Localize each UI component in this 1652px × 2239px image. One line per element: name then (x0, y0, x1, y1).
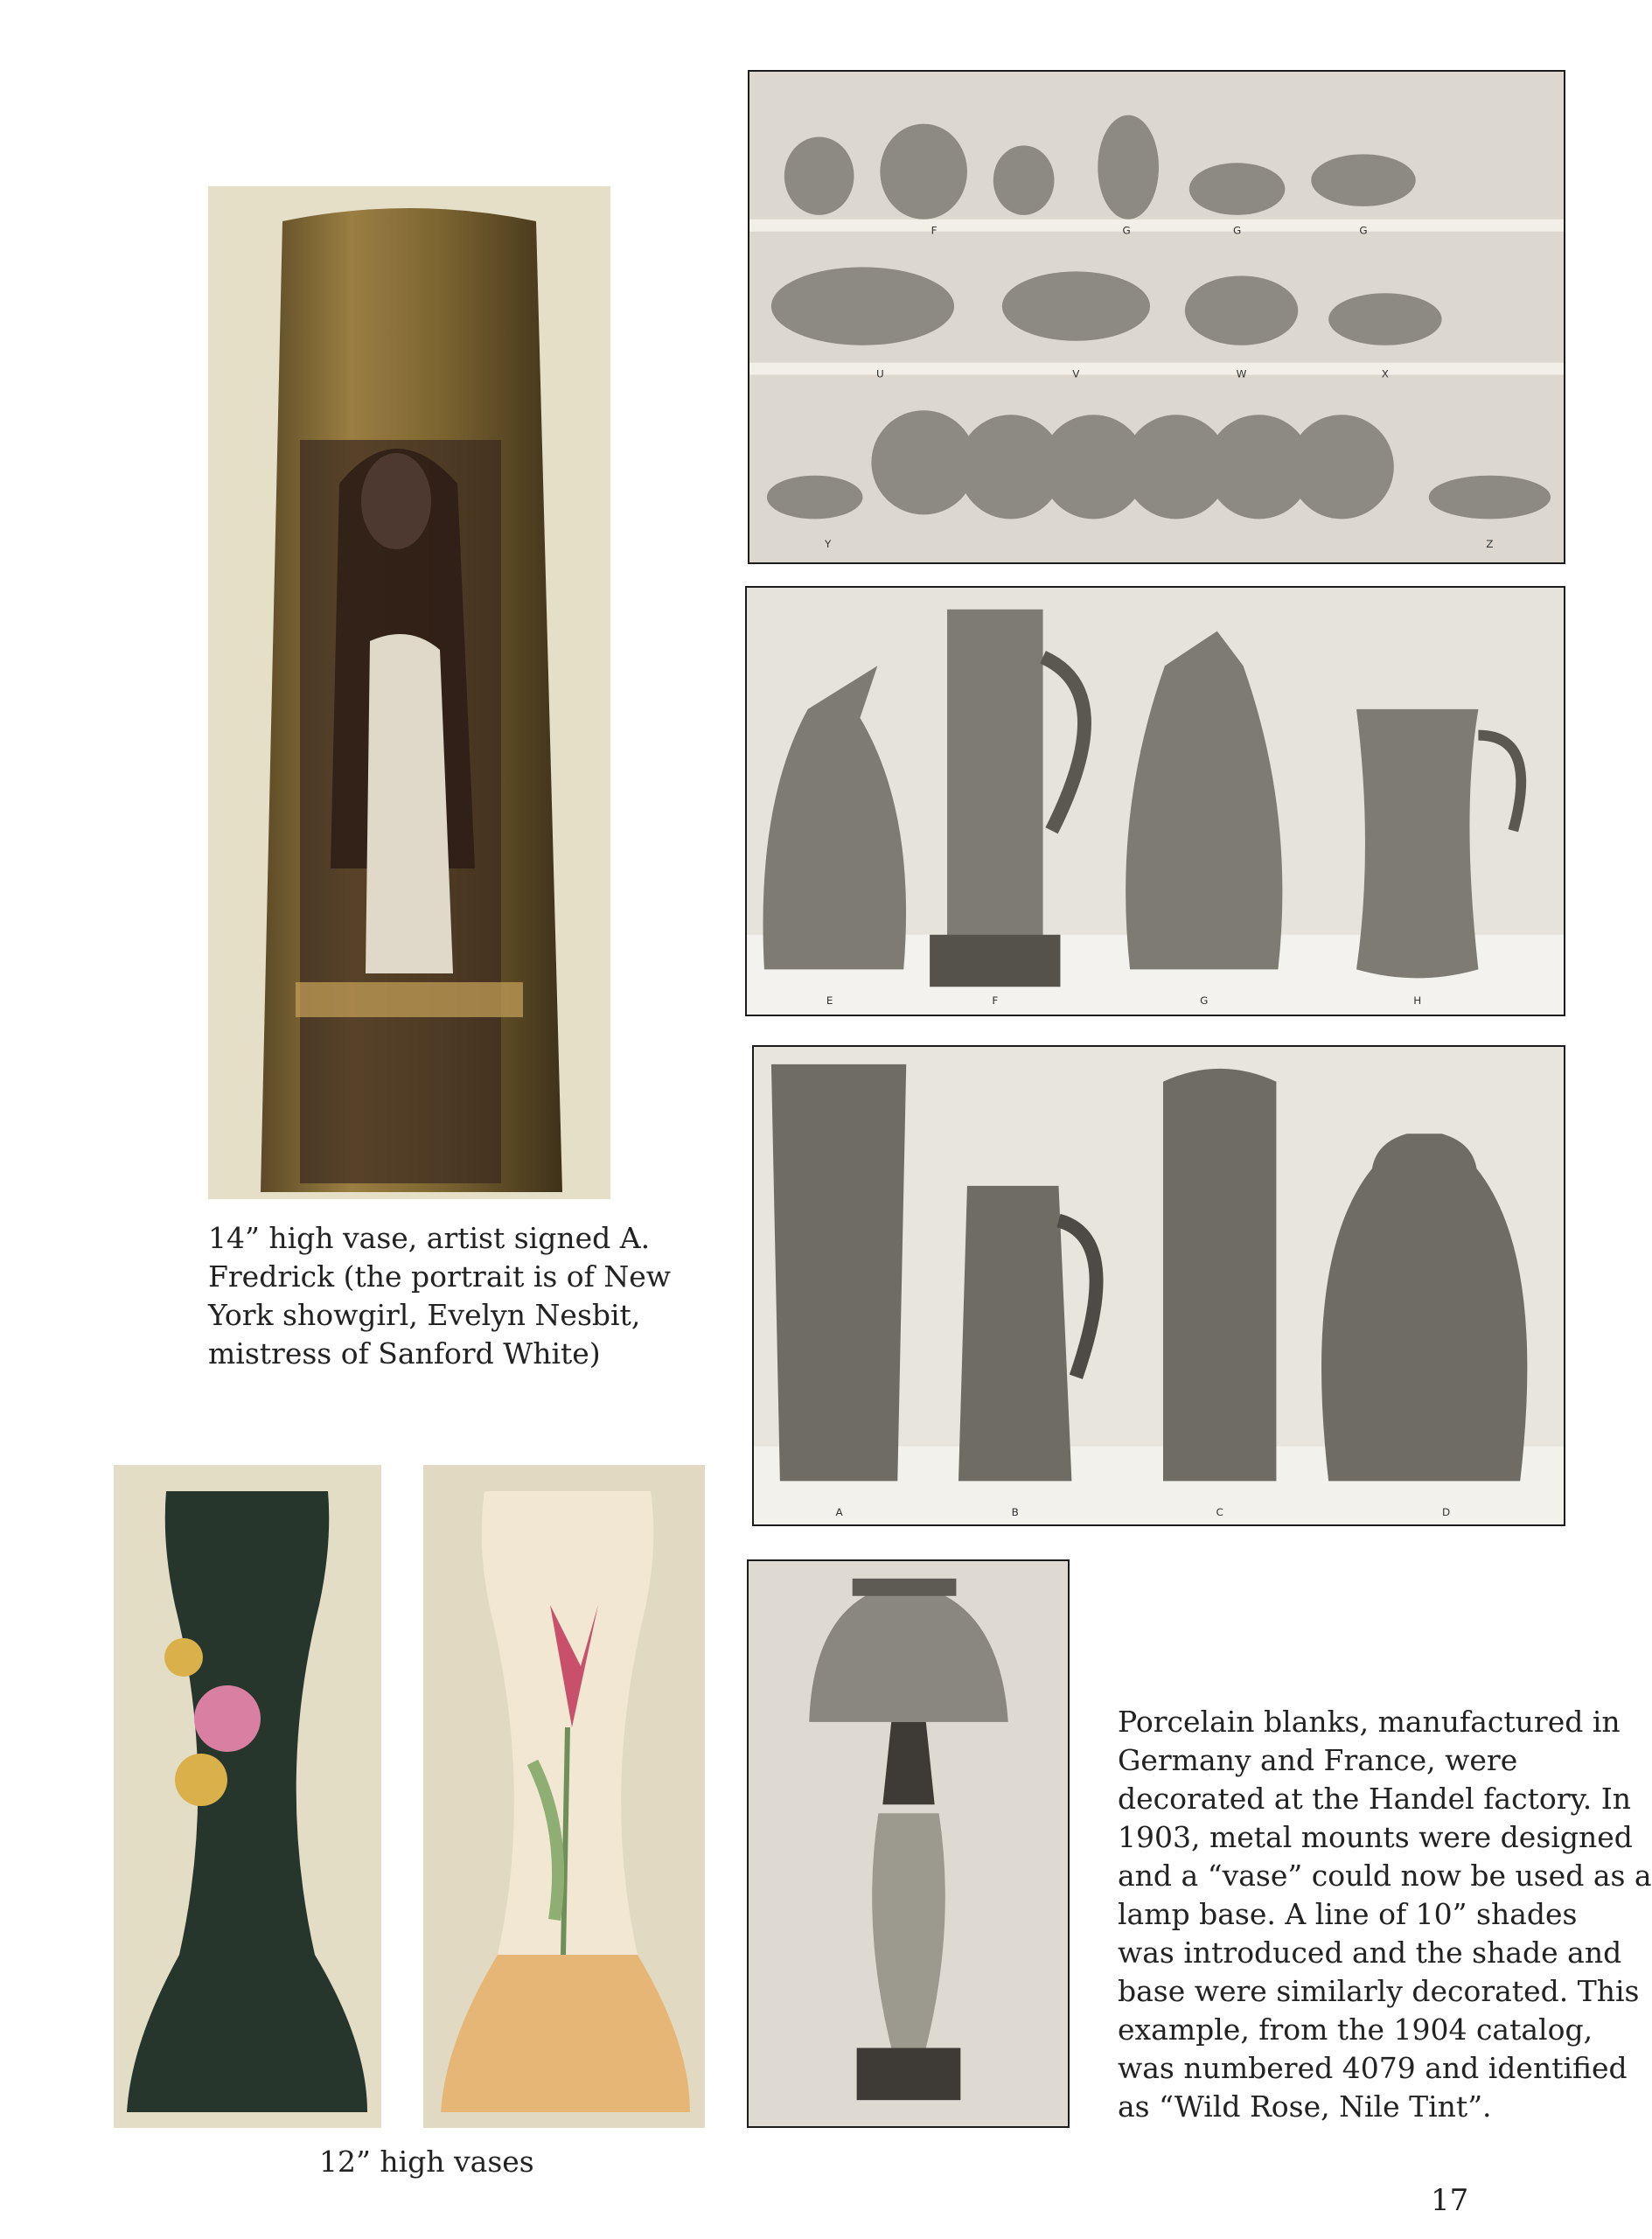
photo-label: H (1413, 994, 1422, 1008)
photo-portrait-vase (208, 186, 610, 1199)
caption-line: Germany and France, were (1118, 1743, 1518, 1777)
photo-label: G (1232, 224, 1242, 237)
caption-line: decorated at the Handel factory. In (1118, 1782, 1632, 1816)
photo-label: G (1359, 224, 1368, 237)
caption-line: was numbered 4079 and identified (1118, 2051, 1628, 2085)
photo-label: A (835, 1506, 843, 1519)
caption-portrait-vase (208, 1219, 671, 1373)
photo-label: Z (1486, 538, 1494, 551)
photo-lamp (747, 1559, 1070, 2128)
photo-label: F (992, 994, 999, 1008)
photo-label: D (1441, 1506, 1451, 1519)
photo-label: B (1011, 1506, 1019, 1519)
caption-line: and a “vase” could now be used as a (1118, 1859, 1652, 1893)
caption-line: 1903, metal mounts were designed (1118, 1820, 1633, 1854)
photo-chrysanthemum-vase (114, 1465, 381, 2128)
photo-label: F (931, 224, 938, 237)
caption-line: lamp base. A line of 10” shades (1118, 1897, 1578, 1931)
caption-12in-vases (319, 2143, 534, 2181)
caption-line: mistress of Sanford White) (208, 1336, 601, 1371)
photo-label: W (1236, 367, 1247, 380)
caption-line: Fredrick (the portrait is of New (208, 1259, 672, 1294)
caption-line: Porcelain blanks, manufactured in (1118, 1705, 1621, 1739)
photo-label: U (875, 367, 884, 380)
photo-label: Y (824, 538, 832, 551)
photo-tulip-vase (423, 1465, 705, 2128)
photo-pitchers (745, 586, 1565, 1016)
caption-line: example, from the 1904 catalog, (1118, 2012, 1593, 2047)
photo-label: X (1381, 367, 1389, 380)
photo-label: V (1072, 367, 1080, 380)
photo-label: G (1200, 994, 1209, 1008)
caption-line: as “Wild Rose, Nile Tint”. (1118, 2089, 1492, 2124)
caption-line: York showgirl, Evelyn Nesbit, (208, 1298, 641, 1332)
photo-label: G (1122, 224, 1131, 237)
caption-line: base were similarly decorated. This (1118, 1974, 1640, 2008)
photo-vases (752, 1045, 1565, 1526)
photo-label: C (1216, 1506, 1223, 1519)
caption-line: 14” high vase, artist signed A. (208, 1221, 651, 1255)
caption-lamp (1118, 1703, 1652, 2126)
photo-porcelain-shelves (748, 70, 1565, 564)
caption-line: was introduced and the shade and (1118, 1936, 1622, 1970)
caption-line: 12” high vases (319, 2145, 534, 2179)
photo-label: E (826, 994, 833, 1008)
page-number: 17 (1431, 2183, 1469, 2218)
